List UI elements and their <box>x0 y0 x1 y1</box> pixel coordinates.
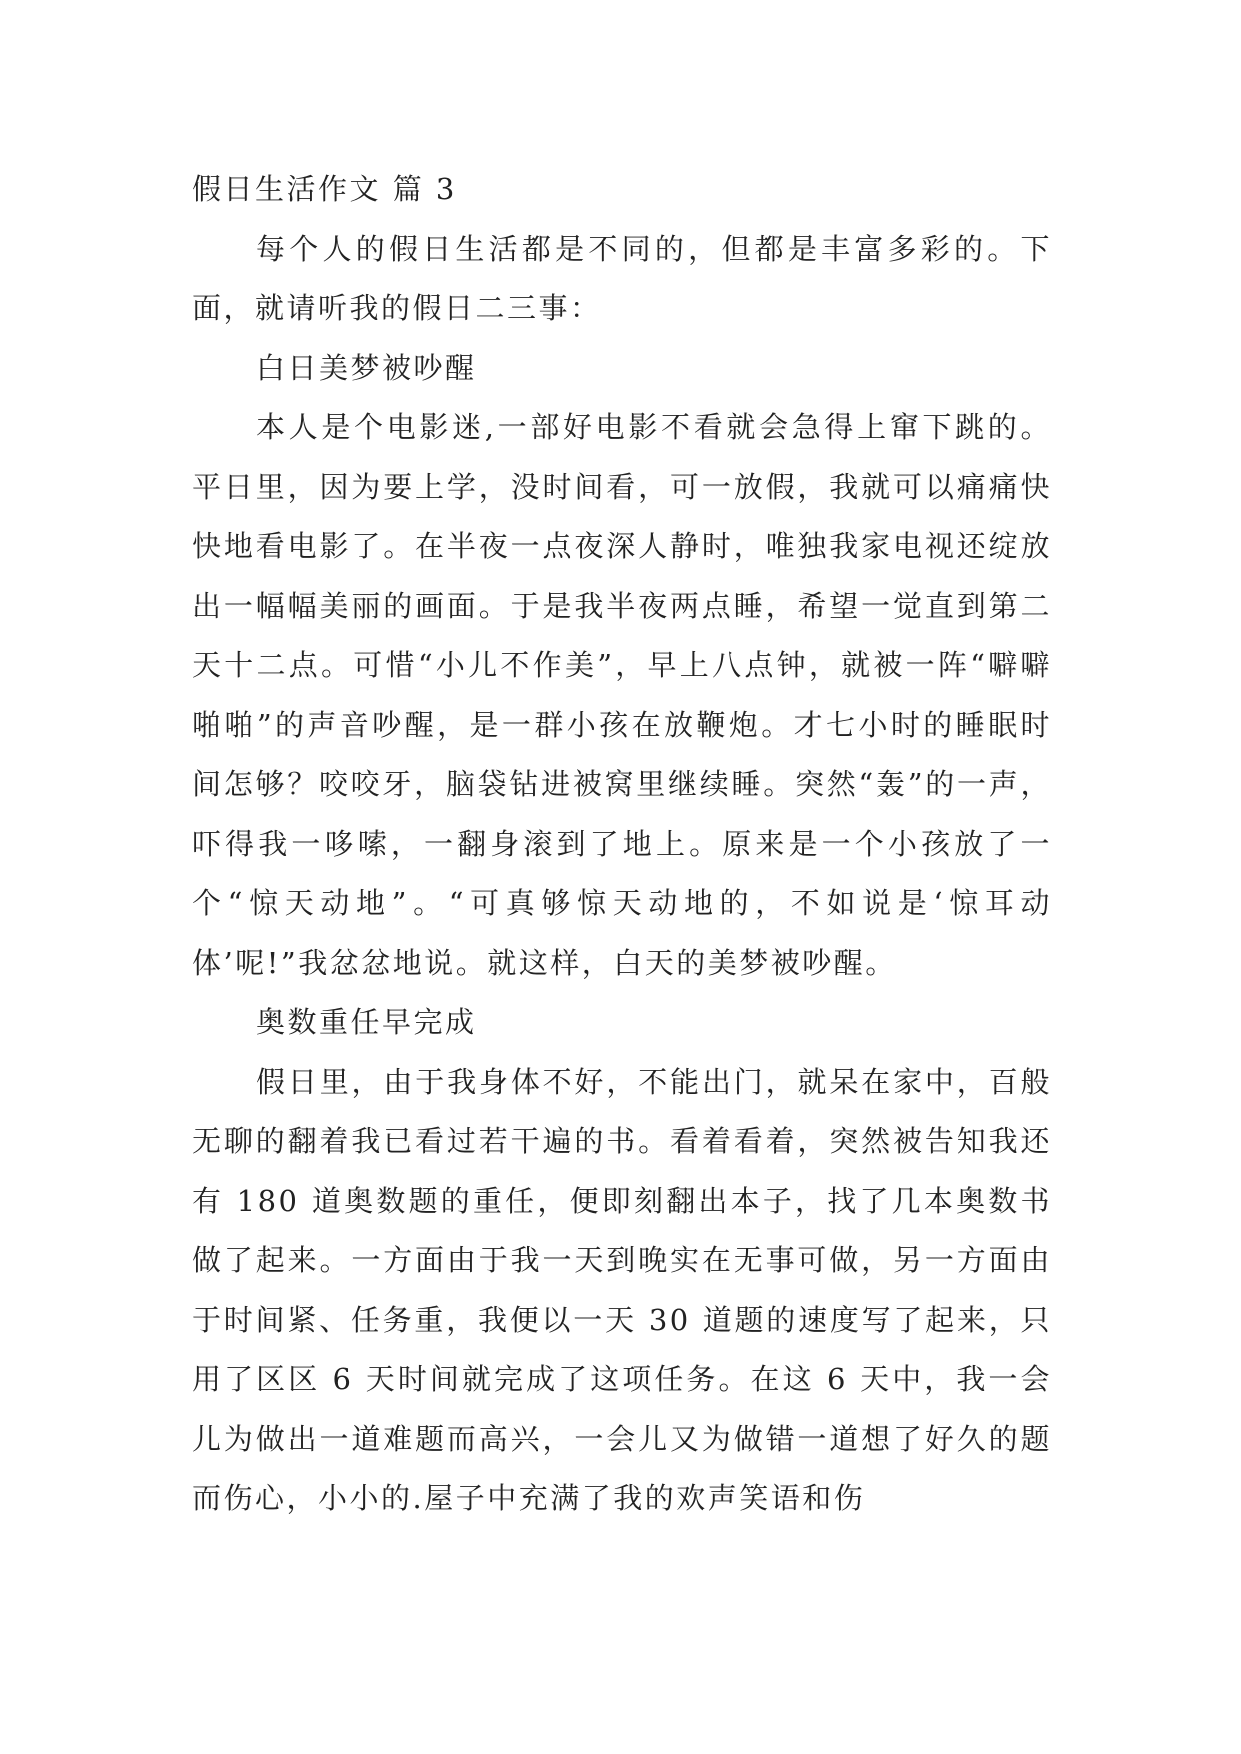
document-title: 假日生活作文 篇 3 <box>192 172 457 206</box>
document-body <box>192 160 1052 1529</box>
section-heading-dream: 白日美梦被吵醒 <box>256 350 477 385</box>
section-heading-math: 奥数重任早完成 <box>256 1005 477 1039</box>
math-paragraph: 假日里，由于我身体不好，不能出门，就呆在家中，百般无聊的翻着我已看过若干遍的书。看着看着，突然被告知我还有 180 道奥数题的重任，便即刻翻出本子，找了几本奥数书做了起来。一方面由于我一天到晚实在无事可做，另一方面由于时间紧、任务重，我便以一天 30 道题的速度写了起来，只用了区区 6 天时间就完成了这项任务。在这 6 天中，我一会儿为做出一道难题而高兴，一会儿又为做错一道想了好久的题而伤心，小小的.屋子中充满了我的欢声笑语和伤 <box>192 1064 1052 1515</box>
intro-paragraph: 每个人的假日生活都是不同的，但都是丰富多彩的。下面，就请听我的假日二三事： <box>192 231 1052 325</box>
dream-paragraph: 本人是个电影迷,一部好电影不看就会急得上窜下跳的。平日里，因为要上学，没时间看，可一放假，我就可以痛痛快快地看电影了。在半夜一点夜深人静时，唯独我家电视还绽放出一幅幅美丽的画面。于是我半夜两点睡，希望一觉直到第二天十二点。可惜“小儿不作美”，早上八点钟，就被一阵“噼噼啪啪”的声音吵醒，是一群小孩在放鞭炮。才七小时的睡眠时间怎够？咬咬牙，脑袋钻进被窝里继续睡。突然“轰”的一声，吓得我一哆嗦，一翻身滚到了地上。原来是一个小孩放了一个“惊天动地”。“可真够惊天动地的，不如说是‘惊耳动体’呢!”我忿忿地说。就这样，白天的美梦被吵醒。 <box>192 410 1052 980</box>
